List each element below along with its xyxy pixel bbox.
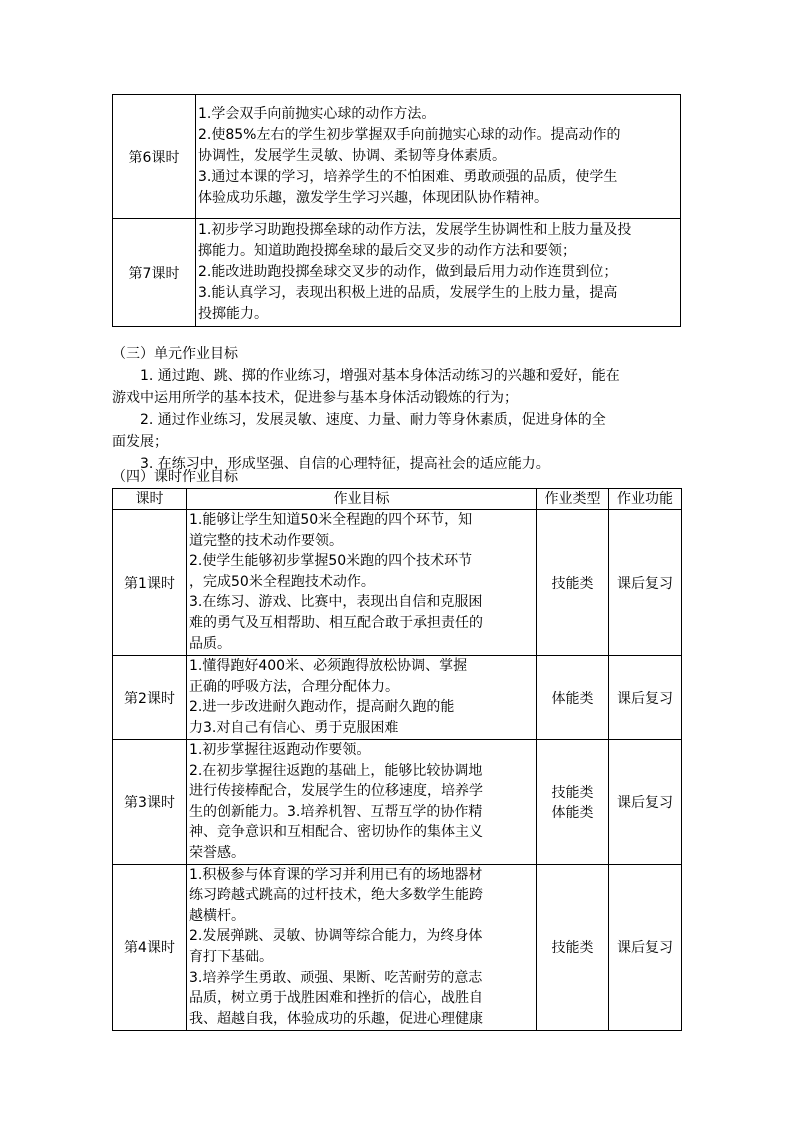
goal-line: 1.初步掌握往返跑动作要领。: [189, 742, 371, 758]
objective-line: 1.学会双手向前抛实心球的动作方法。: [198, 106, 436, 122]
objective-line: 1.初步学习助跑投掷垒球的动作方法，发展学生协调性和上肢力量及投: [198, 222, 632, 238]
lesson-label: 第4课时: [113, 864, 187, 1030]
unit-goal-line: 2. 通过作业练习，发展灵敏、速度、力量、耐力等身休素质，促进身体的全: [140, 412, 606, 428]
homework-function: 课后复习: [609, 510, 682, 656]
goal-line: 1.积极参与体育课的学习并利用已有的场地器材: [189, 866, 483, 883]
section-heading-unit-goals: （三）单元作业目标: [112, 346, 238, 362]
table-row: [113, 95, 681, 219]
goal-line: 力3.对自己有信心、勇于克服困难: [189, 719, 399, 736]
homework-type: 技能类: [537, 864, 609, 1030]
lesson-label: 第1课时: [113, 510, 187, 656]
goal-line: 生的创新能力。3.培养机智、互帮互学的协作精: [189, 803, 483, 820]
homework-type: 体能类: [537, 656, 609, 740]
section-heading-lesson-goals: （四）课时作业目标: [112, 469, 238, 485]
homework-function: 课后复习: [609, 864, 682, 1030]
goal-line: 2.使学生能够初步掌握50米跑的四个技术环节: [189, 553, 473, 570]
goal-line: ，完成50米全程跑技术动作。: [189, 573, 375, 590]
unit-goal-item: [112, 409, 684, 453]
lesson-label: 第7课时: [113, 219, 196, 327]
homework-type: 技能类: [537, 510, 609, 656]
table-header-row: [113, 489, 682, 510]
homework-goal-text: [187, 740, 537, 865]
objective-line: 协调性，发展学生灵敏、协调、柔韧等身体素质。: [198, 148, 506, 164]
homework-goal-text: [187, 864, 537, 1030]
lesson-label: 第6课时: [113, 95, 196, 219]
column-header: 课时: [113, 489, 187, 510]
goal-line: 难的勇气及互相帮助、相互配合敢于承担责任的: [189, 614, 483, 631]
lesson-objectives-table: [112, 94, 681, 327]
table-row: [113, 656, 682, 740]
homework-function: 课后复习: [609, 656, 682, 740]
column-header: 作业目标: [187, 489, 537, 510]
goal-line: 2.在初步掌握往返跑的基础上，能够比较协调地: [189, 762, 483, 779]
lesson-objective-text: [196, 95, 681, 219]
objective-line: 投掷能力。: [198, 306, 268, 322]
goal-line: 练习跨越式跳高的过杆技术，绝大多数学生能跨: [189, 887, 483, 904]
homework-goal-text: [187, 656, 537, 740]
column-header: 作业类型: [537, 489, 609, 510]
lesson-objective-text: [196, 219, 681, 327]
unit-goal-line: 面发展；: [112, 434, 168, 450]
objective-line: 掷能力。知道助跑投掷垒球的最后交叉步的动作方法和要领；: [198, 243, 576, 259]
column-header: 作业功能: [609, 489, 682, 510]
unit-goal-item: [112, 365, 684, 409]
unit-goal-line: 3. 在练习中，形成坚强、自信的心理特征，提高社会的适应能力。: [140, 456, 550, 472]
lesson-label: 第2课时: [113, 656, 187, 740]
goal-line: 3.在练习、游戏、比赛中，表现出自信和克服困: [189, 594, 483, 611]
goal-line: 1.能够让学生知道50米全程跑的四个环节，知: [189, 512, 473, 528]
goal-line: 品质，树立勇于战胜困难和挫折的信心，战胜自: [189, 990, 483, 1007]
homework-goal-text: [187, 510, 537, 656]
objective-line: 2.能改进助跑投掷垒球交叉步的动作，做到最后用力动作连贯到位；: [198, 264, 618, 280]
goal-line: 我、超越自我，体验成功的乐趣，促进心理健康: [189, 1010, 483, 1027]
goal-line: 正确的呼吸方法，合理分配体力。: [189, 678, 399, 695]
goal-line: 育打下基础。: [189, 948, 273, 965]
table-row: [113, 219, 681, 327]
unit-goal-line: 游戏中运用所学的基本技术，促进参与基本身体活动锻炼的行为；: [112, 390, 518, 406]
goal-line: 2.进一步改进耐久跑动作，提高耐久跑的能: [189, 699, 455, 716]
goal-line: 1.懂得跑好400米、必须跑得放松协调、掌握: [189, 658, 468, 674]
objective-line: 3.能认真学习，表现出积极上进的品质，发展学生的上肢力量，提高: [198, 285, 618, 301]
table-row: [113, 864, 682, 1030]
goal-line: 品质。: [189, 635, 231, 652]
goal-line: 神、竞争意识和互相配合、密切协作的集体主义: [189, 824, 483, 841]
lesson-homework-table: [112, 488, 682, 1031]
goal-line: 荣誉感。: [189, 844, 245, 861]
homework-function: 课后复习: [609, 740, 682, 865]
table-row: [113, 510, 682, 656]
lesson-label: 第3课时: [113, 740, 187, 865]
goal-line: 进行传接棒配合，发展学生的位移速度，培养学: [189, 783, 483, 800]
goal-line: 2.发展弹跳、灵敏、协调等综合能力，为终身体: [189, 928, 483, 945]
table-row: [113, 740, 682, 865]
goal-line: 越横杆。: [189, 907, 245, 924]
unit-goal-line: 1. 通过跑、跳、掷的作业练习，增强对基本身体活动练习的兴趣和爱好，能在: [140, 368, 620, 384]
homework-type: 技能类 体能类: [537, 740, 609, 865]
objective-line: 体验成功乐趣，激发学生学习兴趣，体现团队协作精神。: [198, 190, 548, 206]
objective-line: 2.使85%左右的学生初步掌握双手向前抛实心球的动作。提高动作的: [198, 127, 621, 143]
objective-line: 3.通过本课的学习，培养学生的不怕困难、勇敢顽强的品质，使学生: [198, 169, 618, 185]
goal-line: 3.培养学生勇敢、顽强、果断、吃苦耐劳的意志: [189, 969, 483, 986]
goal-line: 道完整的技术动作要领。: [189, 532, 343, 549]
